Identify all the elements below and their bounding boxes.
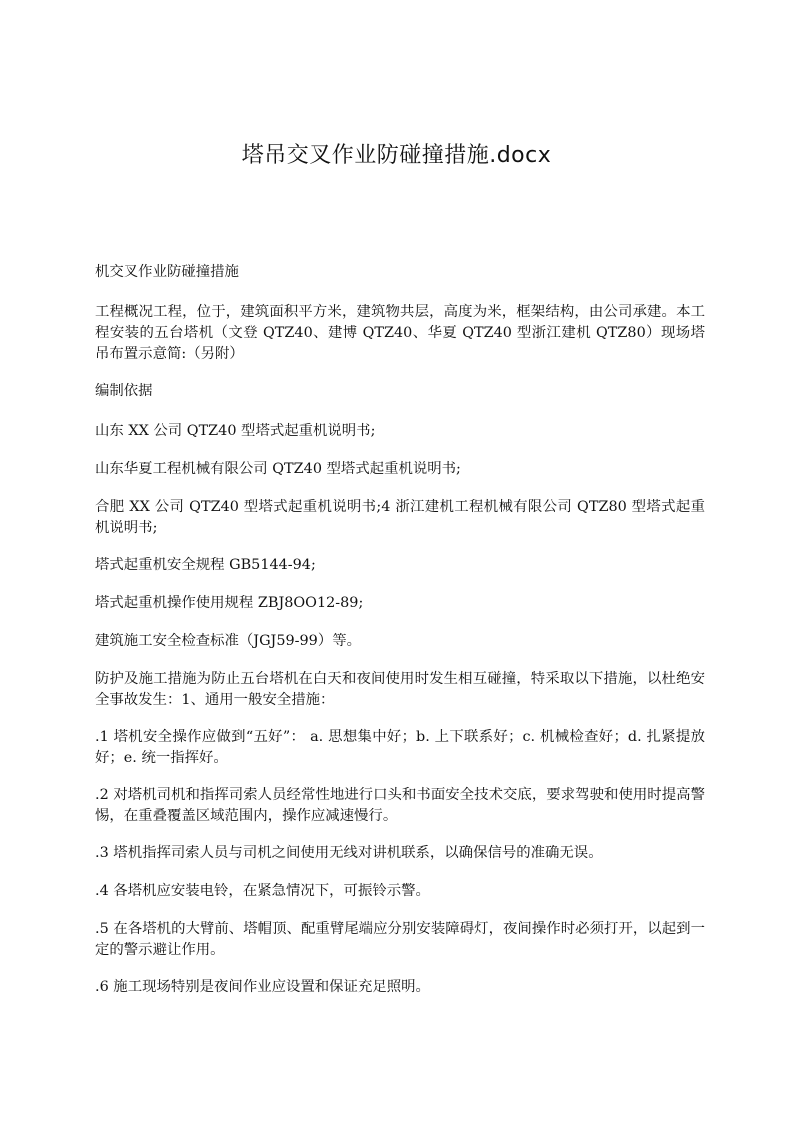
paragraph-measures-intro: 防护及施工措施为防止五台塔机在白天和夜间使用时发生相互碰撞，特采取以下措施，以杜绝安全事故发生：1、通用一般安全措施： (95, 671, 705, 708)
paragraph-reference: 山东华夏工程机械有限公司 QTZ40 型塔式起重机说明书; (95, 461, 461, 477)
paragraph-reference: 山东 XX 公司 QTZ40 型塔式起重机说明书; (95, 423, 376, 439)
section-heading: 编制依据 (95, 383, 153, 399)
paragraph-measure-item: .6 施工现场特别是夜间作业应设置和保证充足照明。 (95, 979, 430, 995)
paragraph-reference: 建筑施工安全检查标准（JGJ59-99）等。 (95, 633, 361, 649)
document-title: 塔吊交叉作业防碰撞措施.docx (241, 143, 552, 168)
paragraph-project-overview: 工程概况工程，位于，建筑面积平方米，建筑物共层，高度为米，框架结构，由公司承建。本工程安装的五台塔机（文登 QTZ40、建博 QTZ40、华夏 QTZ40 型浙江建机 QTZ80）现场塔吊布置示意简:（另附） (95, 304, 705, 362)
paragraph-measure-item: .5 在各塔机的大臂前、塔帽顶、配重臂尾端应分别安装障碍灯，夜间操作时必须打开，以起到一定的警示避让作用。 (95, 921, 705, 958)
section-heading: 机交叉作业防碰撞措施 (95, 264, 239, 280)
paragraph-reference: 塔式起重机操作使用规程 ZBJ8OO12-89; (95, 595, 364, 611)
paragraph-measure-item: .4 各塔机应安装电铃，在紧急情况下，可振铃示警。 (95, 883, 430, 899)
paragraph-reference: 塔式起重机安全规程 GB5144-94; (95, 557, 316, 573)
paragraph-measure-item: .1 塔机安全操作应做到“五好”： a. 思想集中好；b. 上下联系好；c. 机械检查好；d. 扎紧提放好；e. 统一指挥好。 (95, 729, 705, 766)
paragraph-measure-item: .2 对塔机司机和指挥司索人员经常性地进行口头和书面安全技术交底，要求驾驶和使用时提高警惕，在重叠覆盖区域范围内，操作应减速慢行。 (95, 787, 705, 824)
paragraph-reference: 合肥 XX 公司 QTZ40 型塔式起重机说明书;4 浙江建机工程机械有限公司 QTZ80 型塔式起重机说明书; (95, 499, 705, 536)
document-body (95, 262, 705, 1014)
paragraph-measure-item: .3 塔机指挥司索人员与司机之间使用无线对讲机联系，以确保信号的准确无误。 (95, 845, 603, 861)
